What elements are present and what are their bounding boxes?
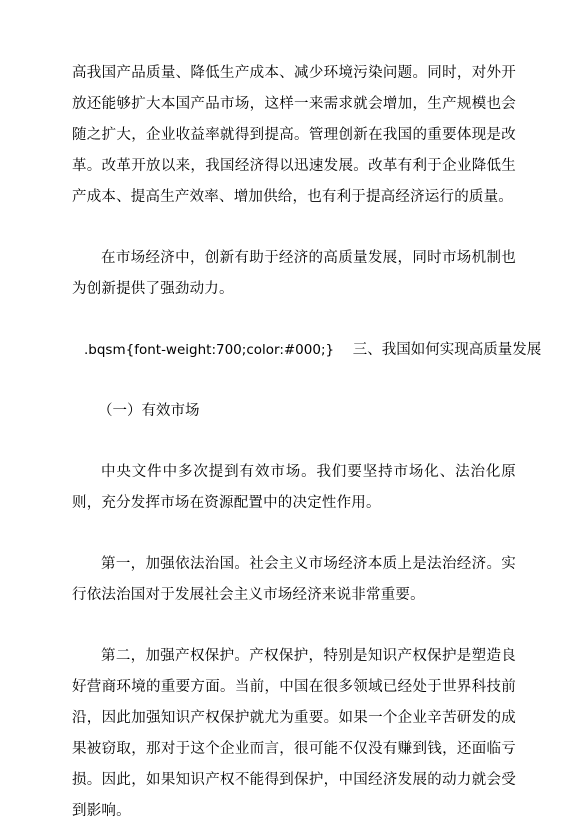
paragraph-continuation: 高我国产品质量、降低生产成本、减少环境污染问题。同时，对外开放还能够扩大本国产品市场，这样一来需求就会增加，生产规模也会随之扩大，企业收益率就得到提高。管理创新在我国的重要体现是改革。改革开放以来，我国经济得以迅速发展。改革有利于企业降低生产成本、提高生产效率、增加供给，也有利于提高经济运行的质量。 — [72, 65, 516, 205]
section-heading: 三、我国如何实现高质量发展 — [352, 342, 542, 358]
section-heading-line — [72, 335, 542, 366]
paragraph-market-innovation: 在市场经济中，创新有助于经济的高质量发展，同时市场机制也为创新提供了强劲动力。 — [72, 250, 516, 297]
sub-heading: （一）有效市场 — [98, 403, 200, 419]
paragraph-central-docs: 中央文件中多次提到有效市场。我们要坚持市场化、法治化原则，充分发挥市场在资源配置中的决定性作用。 — [72, 464, 516, 511]
paragraph-second-point: 第二，加强产权保护。产权保护，特别是知识产权保护是塑造良好营商环境的重要方面。当前，中国在很多领域已经处于世界科技前沿，因此加强知识产权保护就尤为重要。如果一个企业辛苦研发的成果被窃取，那对于这个企业而言，很可能不仅没有赚到钱，还面临亏损。因此，如果知识产权不能得到保护，中国经济发展的动力就会受到影响。 — [72, 648, 516, 819]
css-artifact-text: .bqsm{font-weight:700;color:#000;} — [84, 342, 335, 358]
paragraph-first-point: 第一，加强依法治国。社会主义市场经济本质上是法治经济。实行依法治国对于发展社会主义市场经济来说非常重要。 — [72, 556, 516, 603]
